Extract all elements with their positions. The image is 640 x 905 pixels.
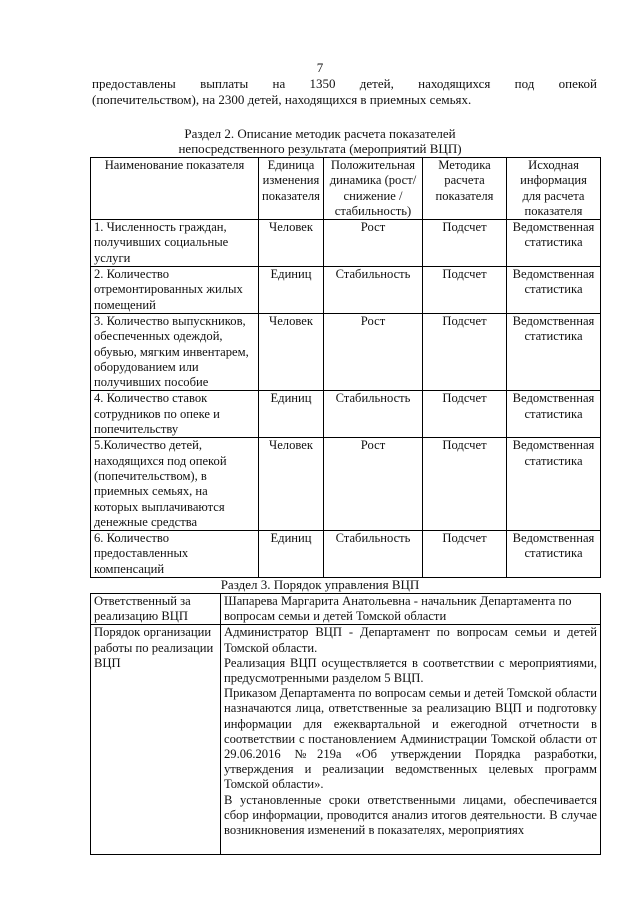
procedure-text [221,625,601,855]
indicator-unit: Единиц [259,267,324,314]
indicator-source: Ведомственная статистика [507,220,601,267]
table-row [91,313,601,390]
intro-line-1: предоставлены выплаты на 1350 детей, находящихся под опекой [92,76,597,91]
table-row [91,531,601,578]
indicator-method: Подсчет [423,267,507,314]
indicator-name: 5.Количество детей, находящихся под опекой (попечительством), в приемных семьях, на которых выплачиваются денежные средства [91,438,259,531]
section-2-title-line-2: непосредственного результата (мероприятий ВЦП) [178,141,462,156]
procedure-label: Порядок организации работы по реализации ВЦП [91,625,221,855]
indicator-method: Подсчет [423,438,507,531]
indicator-unit: Человек [259,220,324,267]
indicator-dynamics: Рост [324,438,423,531]
table-row [91,625,601,855]
indicator-unit: Человек [259,438,324,531]
indicator-unit: Единиц [259,391,324,438]
header-indicator-name: Наименование показателя [91,158,259,220]
indicator-name: 2. Количество отремонтированных жилых помещений [91,267,259,314]
management-table [90,593,601,855]
indicator-dynamics: Стабильность [324,267,423,314]
indicator-method: Подсчет [423,391,507,438]
methods-table-header-row [91,158,601,220]
table-row [91,594,601,625]
indicator-dynamics: Стабильность [324,531,423,578]
indicator-source: Ведомственная статистика [507,531,601,578]
page-number: 7 [316,60,324,75]
intro-paragraph [92,76,597,108]
indicator-source: Ведомственная статистика [507,313,601,390]
section-2-title-line-1: Раздел 2. Описание методик расчета показателей [184,126,456,141]
indicator-method: Подсчет [423,313,507,390]
table-row [91,267,601,314]
indicator-dynamics: Рост [324,313,423,390]
header-dynamics: Положительная динамика (рост/снижение /стабильность) [324,158,423,220]
indicator-name: 1. Численность граждан, получивших социальные услуги [91,220,259,267]
header-unit: Единица изменения показателя [259,158,324,220]
indicator-source: Ведомственная статистика [507,267,601,314]
header-method: Методика расчета показателя [423,158,507,220]
table-row [91,438,601,531]
indicator-name: 4. Количество ставок сотрудников по опеке и попечительству [91,391,259,438]
responsible-value: Шапарева Маргарита Анатольевна - начальник Департамента по вопросам семьи и детей Томской области [221,594,601,625]
methods-table [90,157,601,578]
indicator-method: Подсчет [423,531,507,578]
header-source: Исходная информация для расчета показателя [507,158,601,220]
indicator-source: Ведомственная статистика [507,391,601,438]
responsible-label: Ответственный за реализацию ВЦП [91,594,221,625]
indicator-unit: Человек [259,313,324,390]
section-2-title [0,126,640,156]
indicator-name: 6. Количество предоставленных компенсаций [91,531,259,578]
procedure-paragraph: Реализация ВЦП осуществляется в соответствии с мероприятиями, предусмотренными разделом 5 ВЦП. [224,655,597,686]
indicator-dynamics: Рост [324,220,423,267]
procedure-paragraph: Администратор ВЦП - Департамент по вопросам семьи и детей Томской области. [224,625,597,655]
table-row [91,391,601,438]
indicator-unit: Единиц [259,531,324,578]
indicator-source: Ведомственная статистика [507,438,601,531]
table-row [91,220,601,267]
indicator-name: 3. Количество выпускников, обеспеченных одеждой, обувью, мягким инвентарем, оборудованием или получивших пособие [91,313,259,390]
procedure-paragraph: В установленные сроки ответственными лицами, обеспечивается сбор информации, проводится анализ итогов деятельности. В случае возникновения изменений в показателях, мероприятиях [224,792,597,838]
procedure-paragraph: Приказом Департамента по вопросам семьи и детей Томской области назначаются лица, ответственные за реализацию ВЦП и подготовку информации для ежеквартальной и ежегодной отчетности в соответствии с постановлением Администрации Томской области от 29.06.2016 №219а «Об утверждении Порядка разработки, утверждения и реализации ведомственных целевых программ Томской области». [224,686,597,792]
intro-line-2: (попечительством), на 2300 детей, находящихся в приемных семьях. [92,92,472,107]
section-3-title: Раздел 3. Порядок управления ВЦП [220,577,420,592]
indicator-dynamics: Стабильность [324,391,423,438]
indicator-method: Подсчет [423,220,507,267]
